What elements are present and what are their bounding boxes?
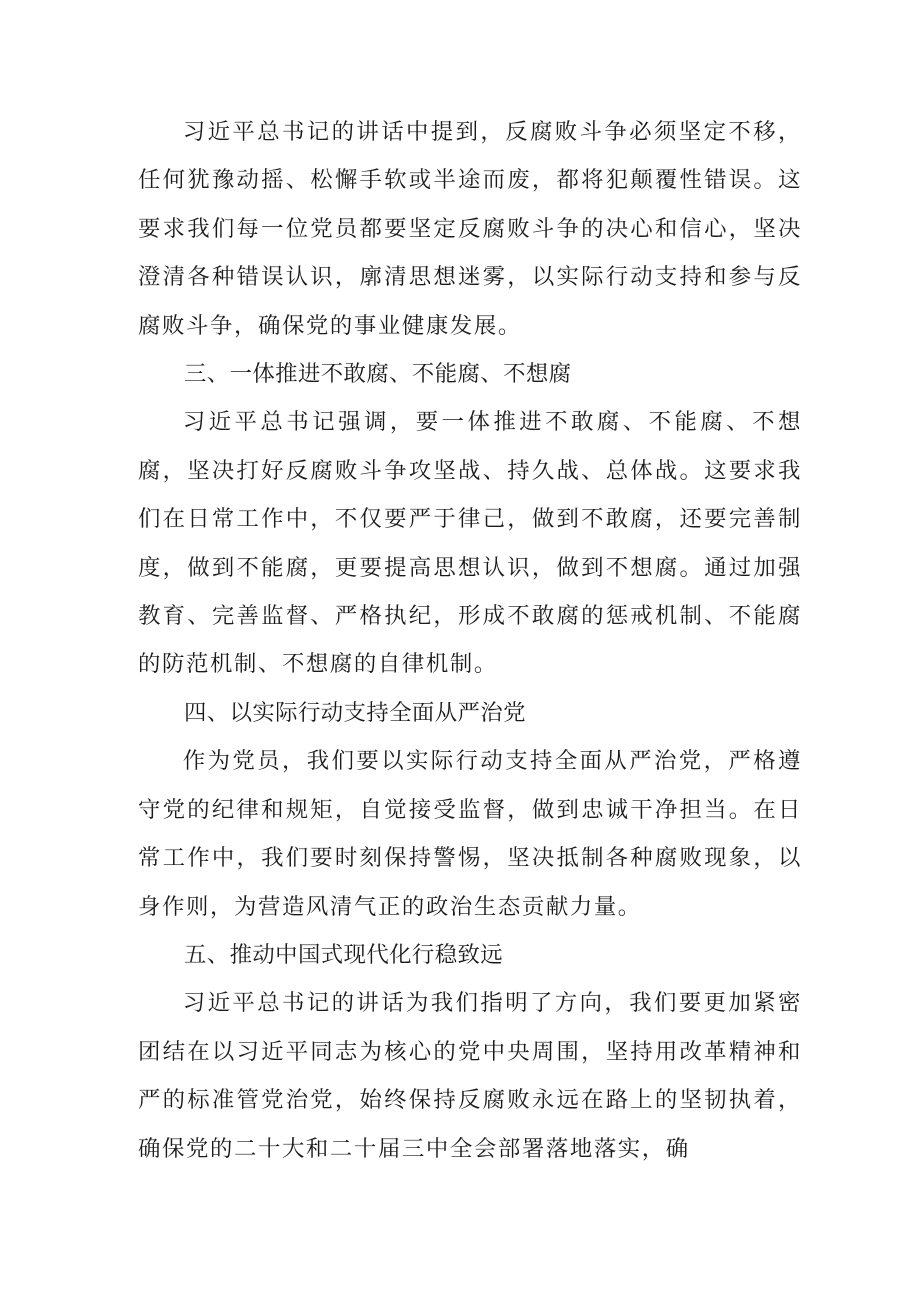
paragraph-modernization: 习近平总书记的讲话为我们指明了方向，我们要更加紧密团结在以习近平同志为核心的党中央周围，坚持用改革精神和严的标准管党治党，始终保持反腐败永远在路上的坚韧执着，确保党的二十大和二十届三中全会部署落地落实，确 [138, 990, 802, 1162]
document-body [138, 108, 802, 1173]
paragraph-integrated-advance: 习近平总书记强调，要一体推进不敢腐、不能腐、不想腐，坚决打好反腐败斗争攻坚战、持久战、总体战。这要求我们在日常工作中，不仅要严于律己，做到不敢腐，还要完善制度，做到不能腐，更要提高思想认识，做到不想腐。通过加强教育、完善监督、严格执纪，形成不敢腐的惩戒机制、不能腐的防范机制、不想腐的自律机制。 [138, 409, 802, 678]
paragraph-strict-governance: 作为党员，我们要以实际行动支持全面从严治党，严格遵守党的纪律和规矩，自觉接受监督，做到忠诚干净担当。在日常工作中，我们要时刻保持警惕，坚决抵制各种腐败现象，以身作则，为营造风清气正的政治生态贡献力量。 [138, 748, 802, 920]
section-heading-4: 四、以实际行动支持全面从严治党 [184, 699, 526, 726]
paragraph-anti-corruption-resolve: 习近平总书记的讲话中提到，反腐败斗争必须坚定不移，任何犹豫动摇、松懈手软或半途而废，都将犯颠覆性错误。这要求我们每一位党员都要坚定反腐败斗争的决心和信心，坚决澄清各种错误认识，廓清思想迷雾，以实际行动支持和参与反腐败斗争，确保党的事业健康发展。 [138, 119, 802, 339]
section-heading-5: 五、推动中国式现代化行稳致远 [184, 941, 504, 968]
section-heading-3: 三、一体推进不敢腐、不能腐、不想腐 [184, 361, 572, 388]
